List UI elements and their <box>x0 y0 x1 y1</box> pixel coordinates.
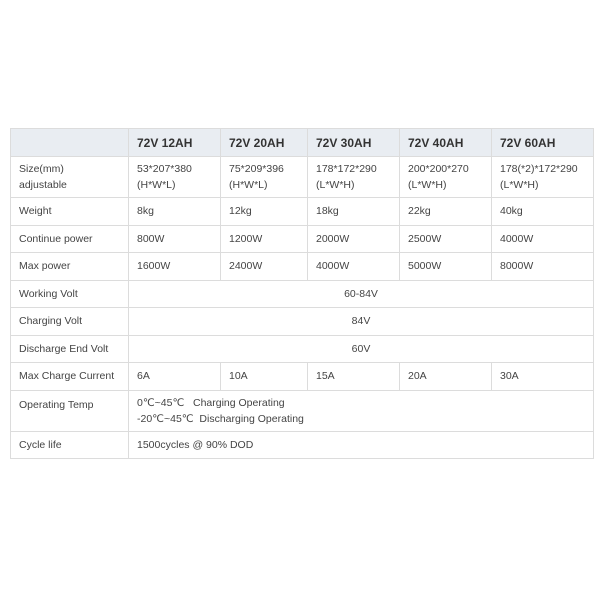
max-charge-current-cell: 6A <box>129 363 221 391</box>
row-label: Working Volt <box>11 280 129 308</box>
weight-cell: 8kg <box>129 198 221 226</box>
weight-cell: 18kg <box>308 198 400 226</box>
row-label: Charging Volt <box>11 308 129 336</box>
row-label: Max power <box>11 253 129 281</box>
max-power-cell: 4000W <box>308 253 400 281</box>
size-cell <box>492 157 594 198</box>
discharge-end-volt-value: 60V <box>129 335 594 363</box>
header-72v-30ah: 72V 30AH <box>308 129 400 157</box>
operating-temp-value <box>129 390 594 431</box>
continue-power-cell: 4000W <box>492 225 594 253</box>
size-cell <box>129 157 221 198</box>
size-cell <box>400 157 492 198</box>
size-dims: 53*207*380 <box>137 163 192 175</box>
size-dims: 178(*2)*172*290 <box>500 163 578 175</box>
operating-temp-charging: 0℃~45℃ Charging Operating <box>137 396 285 409</box>
row-label: Cycle life <box>11 431 129 459</box>
operating-temp-discharging: -20℃~45℃ Discharging Operating <box>137 412 304 425</box>
size-order: (L*W*H) <box>500 179 539 191</box>
header-corner <box>11 129 129 157</box>
row-label <box>11 157 129 198</box>
continue-power-cell: 800W <box>129 225 221 253</box>
row-label: Discharge End Volt <box>11 335 129 363</box>
cycle-life-value: 1500cycles @ 90% DOD <box>129 431 594 459</box>
continue-power-cell: 1200W <box>221 225 308 253</box>
size-row <box>11 157 594 198</box>
max-power-row <box>11 253 594 281</box>
row-label: Weight <box>11 198 129 226</box>
size-dims: 200*200*270 <box>408 163 469 175</box>
max-charge-current-cell: 15A <box>308 363 400 391</box>
weight-cell: 22kg <box>400 198 492 226</box>
max-charge-current-row <box>11 363 594 391</box>
continue-power-cell: 2000W <box>308 225 400 253</box>
size-order: (H*W*L) <box>137 179 176 191</box>
cycle-life-row <box>11 431 594 459</box>
max-power-cell: 2400W <box>221 253 308 281</box>
max-charge-current-cell: 10A <box>221 363 308 391</box>
max-power-cell: 5000W <box>400 253 492 281</box>
size-label-line1: Size(mm) <box>19 163 64 175</box>
working-volt-row <box>11 280 594 308</box>
battery-spec-table <box>10 128 594 459</box>
charging-volt-row <box>11 308 594 336</box>
row-label: Max Charge Current <box>11 363 129 391</box>
charging-volt-value: 84V <box>129 308 594 336</box>
max-power-cell: 1600W <box>129 253 221 281</box>
continue-power-row <box>11 225 594 253</box>
size-dims: 75*209*396 <box>229 163 284 175</box>
max-power-cell: 8000W <box>492 253 594 281</box>
header-72v-60ah: 72V 60AH <box>492 129 594 157</box>
header-72v-12ah: 72V 12AH <box>129 129 221 157</box>
continue-power-cell: 2500W <box>400 225 492 253</box>
row-label: Operating Temp <box>11 390 129 431</box>
max-charge-current-cell: 20A <box>400 363 492 391</box>
size-order: (L*W*H) <box>316 179 355 191</box>
size-cell <box>221 157 308 198</box>
working-volt-value: 60-84V <box>129 280 594 308</box>
weight-row <box>11 198 594 226</box>
header-72v-20ah: 72V 20AH <box>221 129 308 157</box>
header-72v-40ah: 72V 40AH <box>400 129 492 157</box>
size-dims: 178*172*290 <box>316 163 377 175</box>
size-label-line2: adjustable <box>19 179 67 191</box>
size-order: (L*W*H) <box>408 179 447 191</box>
size-cell <box>308 157 400 198</box>
discharge-end-volt-row <box>11 335 594 363</box>
size-order: (H*W*L) <box>229 179 268 191</box>
max-charge-current-cell: 30A <box>492 363 594 391</box>
operating-temp-row <box>11 390 594 431</box>
header-row <box>11 129 594 157</box>
weight-cell: 12kg <box>221 198 308 226</box>
row-label: Continue power <box>11 225 129 253</box>
weight-cell: 40kg <box>492 198 594 226</box>
